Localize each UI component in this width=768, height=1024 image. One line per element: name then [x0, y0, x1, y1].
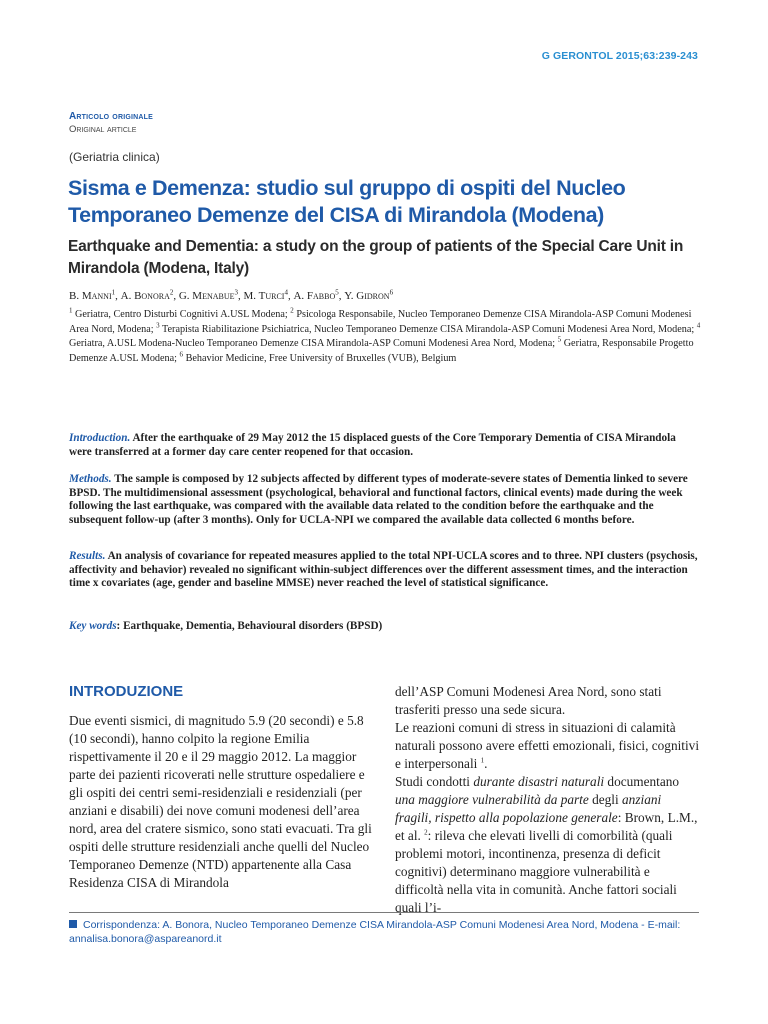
author-sup: 5: [335, 288, 339, 297]
text-run: : Brown, L.M., et al.: [395, 810, 698, 843]
citation-ref: 2: [424, 828, 428, 837]
abstract-introduction: [69, 432, 699, 459]
affiliation: Geriatra, Centro Disturbi Cognitivi A.USL Modena;: [75, 309, 288, 320]
abstract-results: [69, 550, 699, 591]
affiliation: Geriatra, A.USL Modena-Nucleo Temporaneo Demenze CISA Mirandola-ASP Comuni Modenesi Area Nord, Modena;: [69, 338, 556, 349]
affiliation: Geriatra, Responsabile Progetto Demenze A.USL Modena;: [69, 338, 694, 364]
paragraph: [395, 773, 700, 917]
title-italian: Sisma e Demenza: studio sul gruppo di ospiti del Nucleo Temporaneo Demenze del CISA di Mirandola (Modena): [68, 176, 626, 227]
affiliation-sup: 6: [179, 350, 184, 359]
category-label: (Geriatria clinica): [69, 150, 160, 164]
right-column: [395, 683, 700, 917]
author-sup: 2: [169, 288, 174, 297]
author: G. Menabue: [178, 290, 235, 302]
affiliation-sup: 3: [156, 321, 160, 330]
abstract-results-label: Results.: [69, 550, 106, 562]
abstract-intro-text: After the earthquake of 29 May 2012 the 15 displaced guests of the Core Temporary Dementia of CISA Mirandola were transferred at a former day care center reopened for that occasion.: [69, 432, 676, 458]
author-sup: 1: [111, 288, 116, 297]
affiliation-sup: 5: [557, 335, 562, 344]
footer-divider: [69, 912, 699, 913]
section-heading: INTRODUZIONE: [69, 683, 184, 700]
left-column: [69, 683, 372, 892]
emphasis: anziani fragili, rispetto alla popolazione generale: [395, 792, 662, 825]
affiliations: [69, 308, 709, 366]
abstract-methods-text: The sample is composed by 12 subjects affected by different types of moderate-severe states of Dementia linked to severe BPSD. The multidimensional assessment (psychological, behavioral and functional factors, clinical events) made during the week following the last earthquake, was compared with the available data related to the condition before the earthquake and the subsequent follow-up (after 3 months). Only for UCLA-NPI we compared the available data collected 6 months before.: [69, 473, 688, 526]
text-run: Studi condotti: [395, 774, 474, 789]
article-type: [69, 111, 153, 135]
text-run: degli: [588, 792, 623, 807]
author-sup: 4: [284, 288, 288, 297]
affiliation-sup: 1: [69, 306, 73, 315]
article-type-it: Articolo originale: [69, 111, 153, 122]
emphasis: una maggiore vulnerabilità da parte: [395, 792, 589, 807]
title-english: Earthquake and Dementia: a study on the group of patients of the Special Care Unit in Mirandola (Modena, Italy): [68, 238, 684, 277]
affiliation: Psicologa Responsabile, Nucleo Temporaneo Demenze CISA Mirandola-ASP Comuni Modenesi Area Nord, Modena;: [69, 309, 692, 335]
affiliation-sup: 2: [290, 306, 294, 315]
author-sup: 3: [234, 288, 239, 297]
left-column-body: [69, 712, 372, 892]
correspondence-text: Corrispondenza: A. Bonora, Nucleo Temporaneo Demenze CISA Mirandola-ASP Comuni Modenesi Area Nord, Modena - E-mail: annalisa.bonora@aspareanord.it: [69, 919, 681, 945]
paragraph: Le reazioni comuni di stress in situazioni di calamità naturali possono avere effetti emozionali, fisici, cognitivi e interpersonali $^1$.: [395, 720, 700, 771]
abstract-methods: [69, 473, 699, 527]
citation-ref: 1: [480, 756, 485, 765]
author: Y. Gidron: [344, 290, 390, 302]
author-sup: 6: [389, 288, 394, 297]
author-list: B. Manni$^1$, A. Bonora$^2$, G. Menabue$^3$, M. Turci$^4$, A. Fabbo$^5$, Y. Gidron$^6$: [69, 288, 394, 302]
keywords-text: : Earthquake, Dementia, Behavioural disorders (BPSD): [116, 620, 383, 632]
abstract-intro-label: Introduction.: [69, 432, 131, 444]
journal-reference: G GERONTOL 2015;63:239-243: [541, 50, 698, 62]
text-run: documentano: [604, 774, 680, 789]
paragraph-text: Le reazioni comuni di stress in situazioni di calamità naturali possono avere effetti emozionali, fisici, cognitivi e interpersonali: [395, 720, 700, 771]
affiliation-sup: 4: [696, 321, 701, 330]
paragraph: dell’ASP Comuni Modenesi Area Nord, sono stati trasferiti presso una sede sicura.: [395, 684, 662, 717]
abstract-results-text: An analysis of covariance for repeated measures applied to the total NPI-UCLA scores and to three. NPI clusters (psychosis, affectivity and behavior) revealed no significant within-subject differences over the different assessment times, and the interaction time x covariates (age, gender and baseline MMSE) never reached the level of statistical significance.: [69, 550, 698, 589]
author: B. Manni: [69, 290, 112, 302]
square-bullet-icon: [69, 920, 77, 928]
paragraph: Due eventi sismici, di magnitudo 5.9 (20 secondi) e 5.8 (10 secondi), hanno colpito la regione Emilia rispettivamente il 20 e il 29 maggio 2012. La maggior parte dei pazienti ricoverati nelle strutture ospedaliere e gli ospiti dei centri semi-residenziali e residenziali (per anziani e disabili) dei nove comuni modenesi dell’area nord, area del cratere sismico, sono stati evacuati. Tra gli ospiti delle strutture residenziali anche quelli del Nucleo Temporaneo Demenze (NTD) appartenente alla Casa Residenza CISA di Mirandola: [69, 713, 372, 890]
author: A. Bonora: [120, 290, 170, 302]
emphasis: durante disastri naturali: [473, 774, 605, 789]
article-type-en: Original article: [69, 124, 137, 135]
text-run: : rileva che elevati livelli di comorbilità (quali problemi motori, incontinenza, presenza di deficit cognitivi) determinano maggiore vulnerabilità e difficoltà nella vita in comunità. Anche fattori sociali quali l’i-: [395, 828, 677, 915]
author: M. Turci: [243, 290, 285, 302]
keywords-label: Key words: [69, 620, 117, 632]
correspondence-footer: [69, 918, 701, 946]
affiliation: Behavior Medicine, Free University of Bruxelles (VUB), Belgium: [185, 352, 457, 364]
author: A. Fabbo: [293, 290, 336, 302]
affiliation: Terapista Riabilitazione Psichiatrica, Nucleo Temporaneo Demenze CISA Mirandola-ASP Comuni Modenesi Area Nord, Modena;: [162, 323, 695, 335]
abstract-methods-label: Methods.: [69, 473, 112, 485]
abstract-keywords: [69, 620, 699, 634]
